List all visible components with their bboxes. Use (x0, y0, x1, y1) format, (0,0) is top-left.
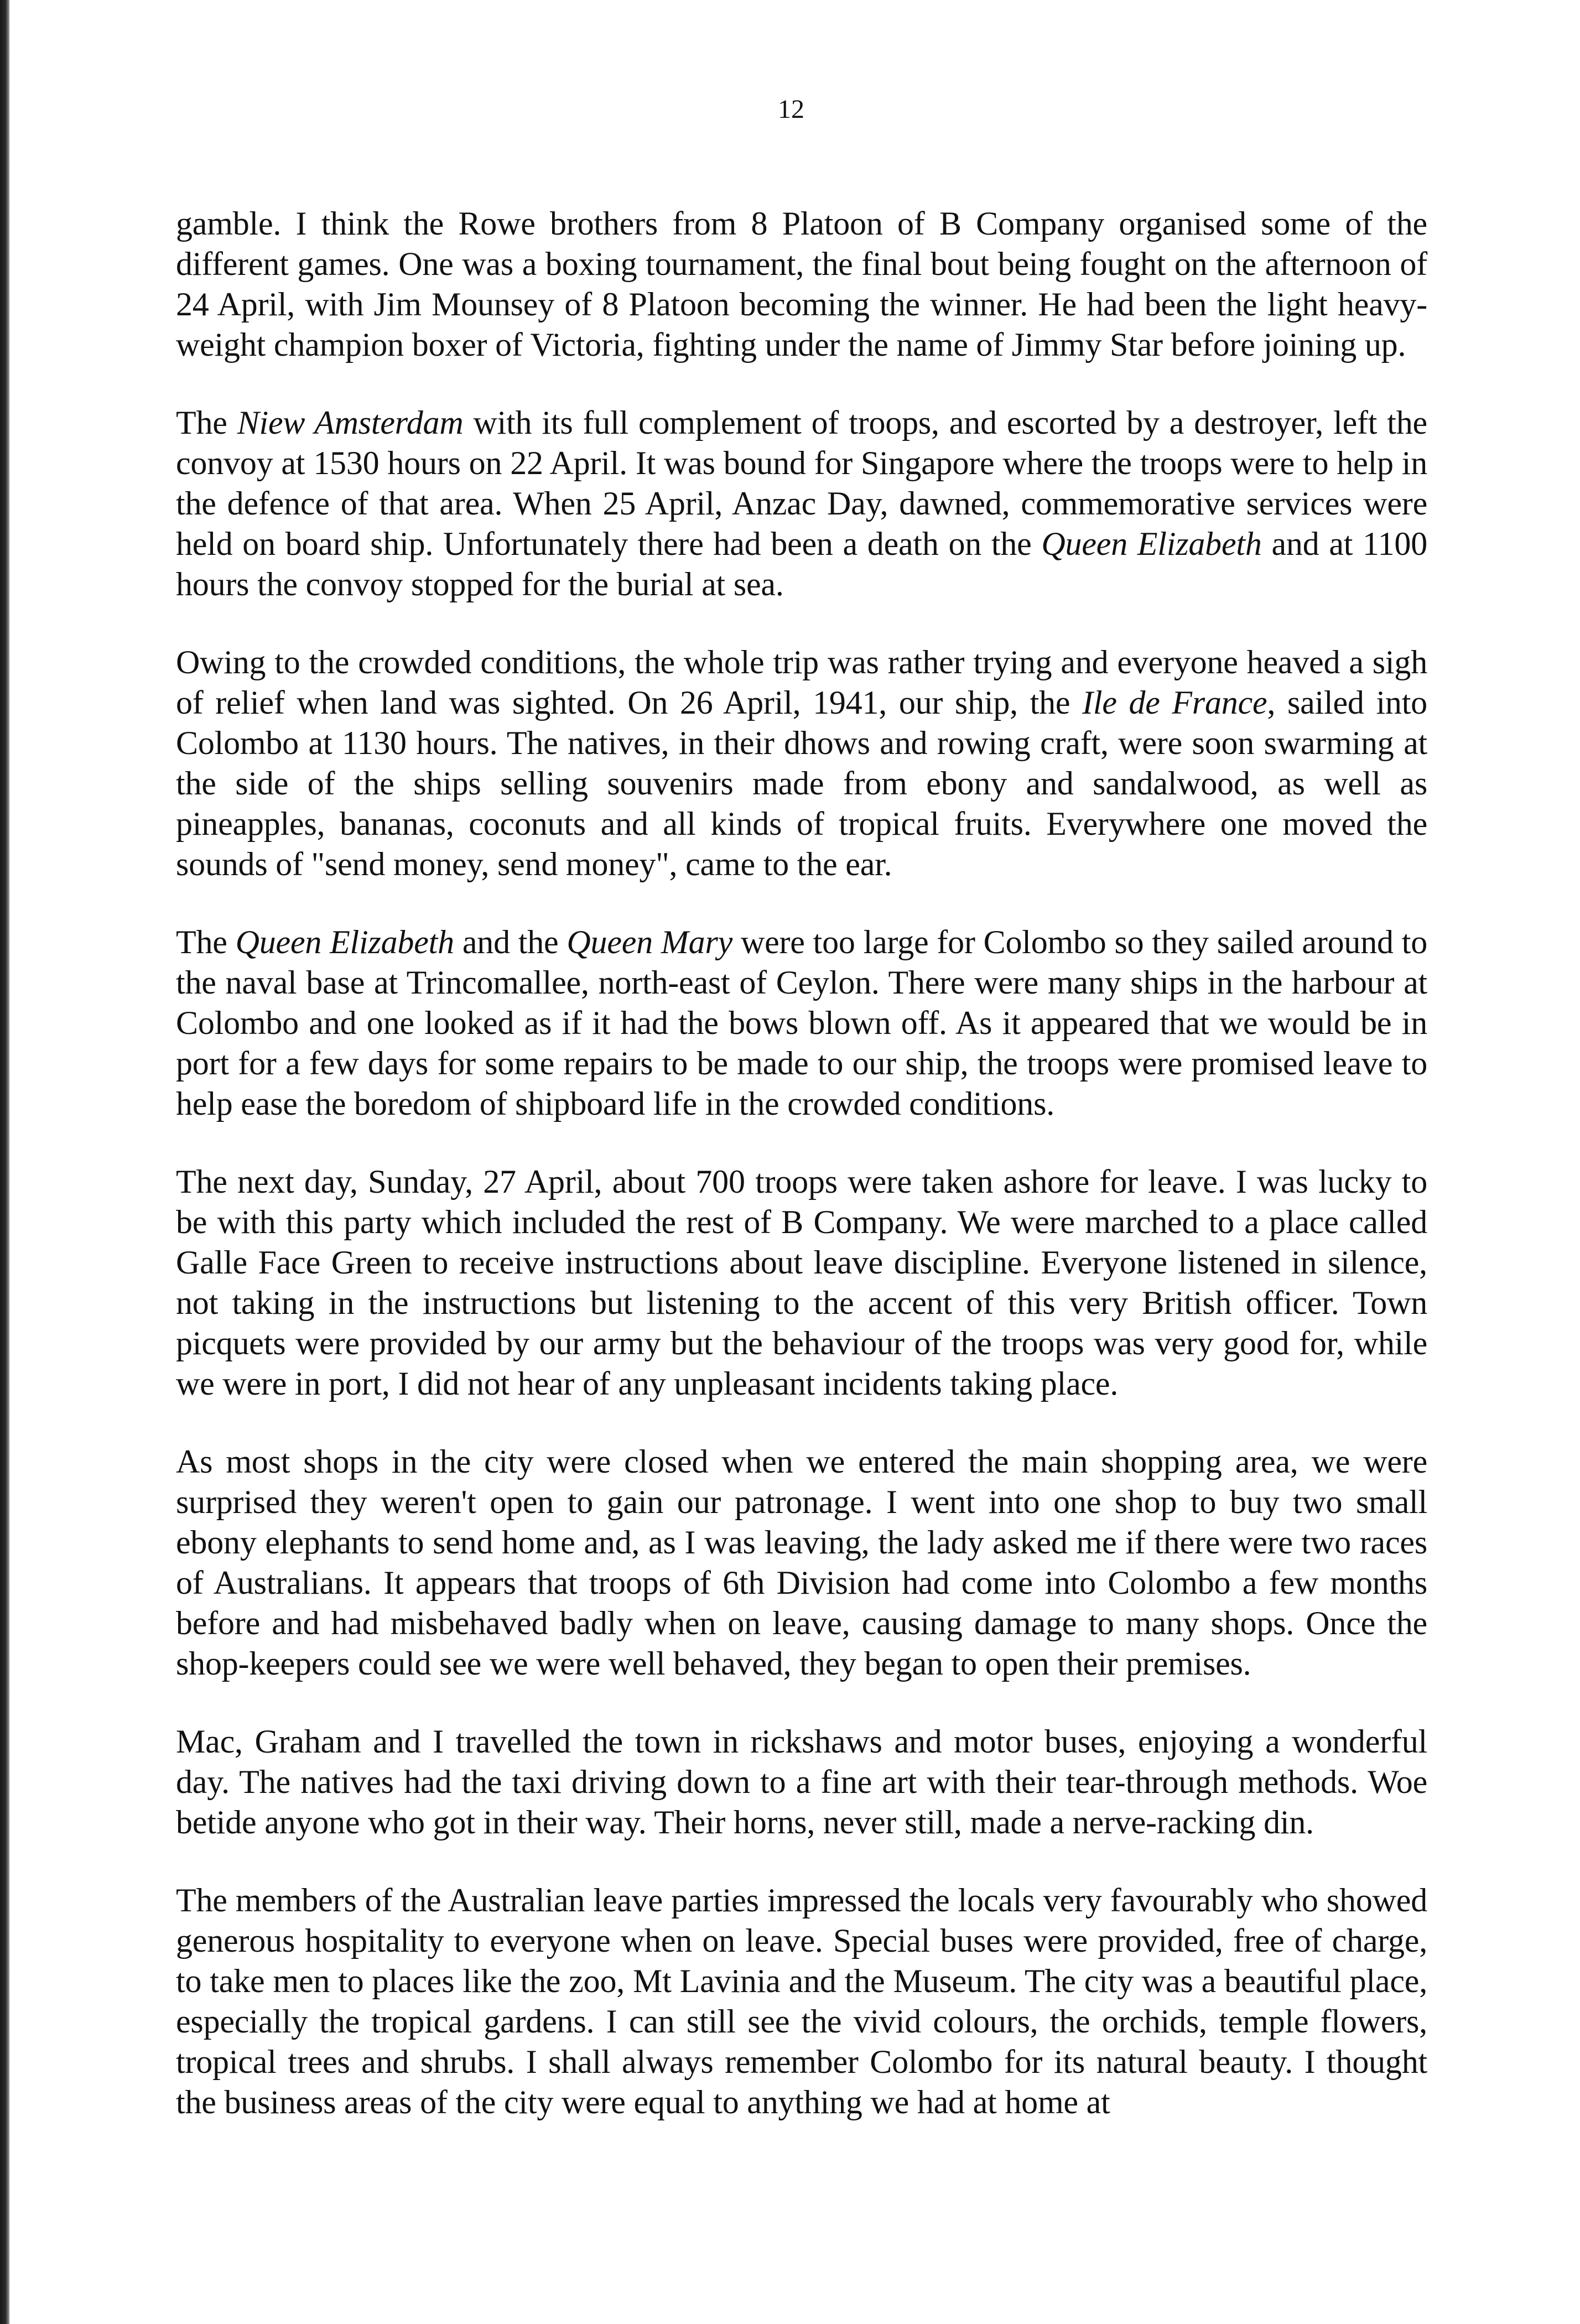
scan-edge (0, 0, 10, 2324)
paragraph (176, 1162, 1427, 1404)
text-run: and the (454, 924, 567, 960)
text-run: As most shops in the city were closed when we entered the main shopping area, we were surprised they weren't open to gain our patronage. I went into one shop to buy two small ebony elephants to send home and, as I was leaving, the lady asked me if there were two races of Australians. It appears that troops of 6th Division had come into Colombo a few months before and had misbehaved badly when on leave, causing damage to many shops. Once the shop-keepers could see we were well behaved, they began to open their premises. (176, 1443, 1427, 1682)
paragraph (176, 642, 1427, 885)
text-run: The (176, 924, 236, 960)
paragraph (176, 1442, 1427, 1684)
text-run: The next day, Sunday, 27 April, about 700 troops were taken ashore for leave. I was lucky to be with this party which included the rest of B Company. We were marched to a place called Galle Face Green to receive instructions about leave discipline. Everyone listened in silence, not taking in the instructions but listening to the accent of this very British officer. Town picquets were provided by our army but the behaviour of the troops was very good for, while we were in port, I did not hear of any unpleasant incidents taking place. (176, 1163, 1427, 1402)
ship-name: Queen Mary (566, 924, 733, 960)
paragraph (176, 1722, 1427, 1843)
ship-name: Queen Elizabeth (235, 924, 454, 960)
paragraph (176, 1880, 1427, 2123)
ship-name: Ile de France (1082, 684, 1267, 721)
paragraph (176, 403, 1427, 605)
text-run: and at 1100 hours the convoy stopped for the burial at sea. (176, 526, 1427, 602)
text-run: gamble. I think the Rowe brothers from 8 Platoon of B Company organised some of the different games. One was a boxing tournament, the final bout being fought on the afternoon of 24 April, with Jim Mounsey of 8 Platoon becoming the winner. He had been the light heavy-weight champion boxer of Victoria, fighting under the name of Jimmy Star before joining up. (176, 205, 1427, 363)
paragraph (176, 922, 1427, 1124)
text-run: , sailed into Colombo at 1130 hours. The natives, in their dhows and rowing craft, were soon swarming at the side of the ships selling souvenirs made from ebony and sandalwood, as well as pineapples, bananas, coconuts and all kinds of tropical fruits. Everywhere one moved the sounds of "send money, send money", came to the ear. (176, 684, 1427, 882)
text-run: with its full complement of troops, and escorted by a destroyer, left the convoy at 1530 hours on 22 April. It was bound for Singapore where the troops were to help in the defence of that area. When 25 April, Anzac Day, dawned, commemorative services were held on board ship. Unfortunately there had been a death on the (176, 404, 1427, 562)
text-run: The members of the Australian leave parties impressed the locals very favourably who showed generous hospitality to everyone when on leave. Special buses were provided, free of charge, to take men to places like the zoo, Mt Lavinia and the Museum. The city was a beautiful place, especially the tropical gardens. I can still see the vivid colours, the orchids, temple flowers, tropical trees and shrubs. I shall always remember Colombo for its natural beauty. I thought the business areas of the city were equal to anything we had at home at (176, 1882, 1427, 2120)
text-run: were too large for Colombo so they sailed around to the naval base at Trincomallee, north-east of Ceylon. There were many ships in the harbour at Colombo and one looked as if it had the bows blown off. As it appeared that we would be in port for a few days for some repairs to be made to our ship, the troops were promised leave to help ease the boredom of shipboard life in the crowded conditions. (176, 924, 1428, 1122)
page-number: 12 (778, 95, 804, 124)
ship-name: Queen Elizabeth (1041, 526, 1262, 562)
body-text (176, 204, 1427, 2160)
ship-name: Niew Amsterdam (237, 404, 464, 441)
paragraph (176, 204, 1427, 365)
text-run: Owing to the crowded conditions, the whole trip was rather trying and everyone heaved a sigh of relief when land was sighted. On 26 April, 1941, our ship, the (176, 644, 1427, 721)
text-run: The (176, 404, 237, 441)
text-run: Mac, Graham and I travelled the town in rickshaws and motor buses, enjoying a wonderful day. The natives had the taxi driving down to a fine art with their tear-through methods. Woe betide anyone who got in their way. Their horns, never still, made a nerve-racking din. (176, 1723, 1427, 1841)
